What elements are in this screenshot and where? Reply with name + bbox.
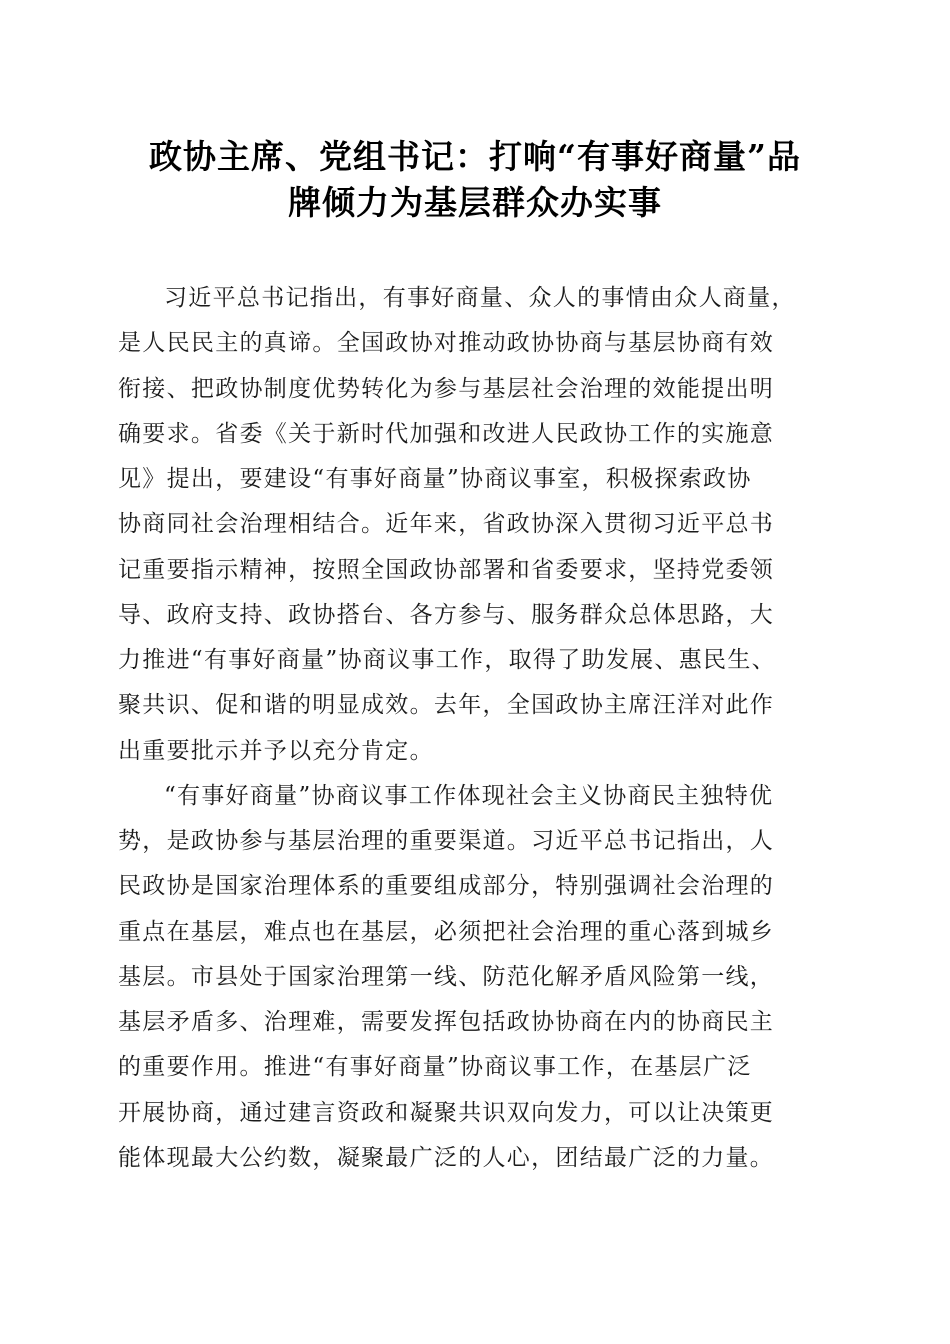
paragraph-line: 见》提出，要建设“有事好商量”协商议事室，积极探索政协 bbox=[118, 466, 752, 492]
paragraph-line: 出重要批示并予以充分肯定。 bbox=[118, 737, 434, 764]
title-line-1: 政协主席、党组书记：打响“有事好商量”品 bbox=[149, 137, 801, 176]
paragraph-line: 重点在基层，难点也在基层，必须把社会治理的重心落到城乡 bbox=[118, 918, 775, 945]
document-body bbox=[118, 276, 823, 1181]
paragraph-2 bbox=[118, 774, 823, 1181]
paragraph-line: 基层矛盾多、治理难，需要发挥包括政协协商在内的协商民主 bbox=[118, 1009, 775, 1035]
paragraph-line: “有事好商量”协商议事工作体现社会主义协商民主独特优 bbox=[164, 782, 774, 809]
paragraph-line: 确要求。省委《关于新时代加强和改进人民政协工作的实施意 bbox=[118, 420, 775, 447]
paragraph-line: 记重要指示精神，按照全国政协部署和省委要求，坚持党委领 bbox=[118, 556, 775, 583]
paragraph-line: 力推进“有事好商量”协商议事工作，取得了助发展、惠民生、 bbox=[118, 647, 776, 673]
paragraph-line: 民政协是国家治理体系的重要组成部分，特别强调社会治理的 bbox=[118, 873, 775, 900]
paragraph-line: 能体现最大公约数，凝聚最广泛的人心，团结最广泛的力量。 bbox=[118, 1144, 775, 1171]
document-title bbox=[110, 134, 840, 226]
paragraph-line: 习近平总书记指出，有事好商量、众人的事情由众人商量， bbox=[164, 285, 796, 311]
paragraph-line: 聚共识、促和谐的明显成效。去年，全国政协主席汪洋对此作 bbox=[118, 692, 775, 719]
paragraph-line: 基层。市县处于国家治理第一线、防范化解矛盾风险第一线， bbox=[118, 963, 775, 990]
title-line-2: 牌倾力为基层群众办实事 bbox=[288, 183, 662, 222]
paragraph-line: 衔接、把政协制度优势转化为参与基层社会治理的效能提出明 bbox=[118, 375, 775, 402]
paragraph-1 bbox=[118, 276, 823, 774]
paragraph-line: 开展协商，通过建言资政和凝聚共识双向发力，可以让决策更 bbox=[118, 1099, 775, 1126]
paragraph-line: 导、政府支持、政协搭台、各方参与、服务群众总体思路，大 bbox=[118, 601, 775, 628]
paragraph-line: 势，是政协参与基层治理的重要渠道。习近平总书记指出，人 bbox=[118, 828, 775, 854]
paragraph-line: 的重要作用。推进“有事好商量”协商议事工作，在基层广泛 bbox=[118, 1054, 752, 1081]
paragraph-line: 协商同社会治理相结合。近年来，省政协深入贯彻习近平总书 bbox=[118, 511, 775, 538]
paragraph-line: 是人民民主的真谛。全国政协对推动政协协商与基层协商有效 bbox=[118, 330, 775, 357]
